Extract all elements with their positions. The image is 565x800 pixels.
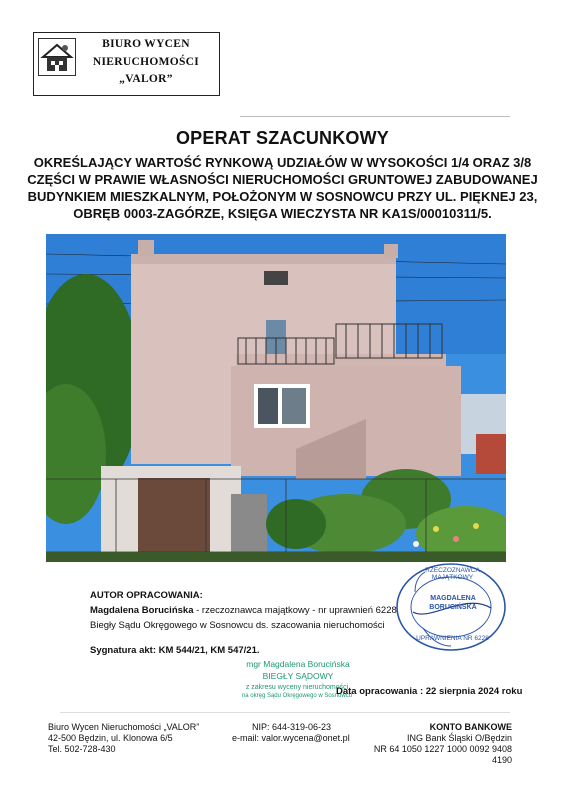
subtitle-line-4: OBRĘB 0003-ZAGÓRZE, KSIĘGA WIECZYSTA NR KA1S/00010311/5. bbox=[73, 206, 492, 221]
stamp-center-1: MAGDALENA bbox=[430, 595, 476, 602]
footer-divider bbox=[60, 712, 510, 713]
header-divider bbox=[240, 116, 510, 117]
court-stamp-line4: na okręg Sądu Okręgowego w Sosnowcu bbox=[241, 693, 353, 699]
stamp-top-arc: RZECZOZNAWCA MAJĄTKOWY bbox=[425, 567, 480, 581]
subtitle-line-2: CZĘŚCI W PRAWIE WŁASNOŚCI NIERUCHOMOŚCI GRUNTOWEJ ZABUDOWANEJ bbox=[27, 172, 538, 187]
footer-bank-name: ING Bank Śląski O/Będzin bbox=[406, 733, 512, 743]
subtitle-line-3: BUDYNKIEM MIESZKALNYM, POŁOŻONYM W SOSNOWCU PRZY UL. PIĘKNEJ 23, bbox=[27, 189, 538, 204]
author-heading: AUTOR OPRACOWANIA: bbox=[90, 590, 203, 601]
author-line bbox=[90, 605, 420, 616]
case-signature: Sygnatura akt: KM 544/21, KM 547/21. bbox=[90, 645, 260, 656]
document-title: OPERAT SZACUNKOWY bbox=[175, 128, 390, 148]
footer-left-3: Tel. 502-728-430 bbox=[48, 744, 116, 754]
footer-bank-heading: KONTO BANKOWE bbox=[429, 722, 512, 732]
logo-line-3: „VALOR” bbox=[119, 73, 173, 85]
house-logo-icon bbox=[38, 38, 76, 76]
footer-middle bbox=[232, 722, 350, 744]
footer-email: e-mail: valor.wycena@onet.pl bbox=[232, 733, 350, 743]
author-role: - rzeczoznawca majątkowy - nr uprawnień 6228 bbox=[193, 605, 397, 616]
footer-bank-number: NR 64 1050 1227 1000 0092 9408 4190 bbox=[373, 744, 512, 765]
footer-left-2: 42-500 Będzin, ul. Klonowa 6/5 bbox=[48, 733, 173, 743]
footer-left bbox=[48, 722, 199, 755]
footer-right bbox=[360, 722, 512, 766]
date-text: Data opracowania : 22 sierpnia 2024 roku bbox=[336, 686, 523, 697]
property-photo bbox=[46, 234, 506, 562]
author-name: Magdalena Borucińska bbox=[90, 605, 194, 616]
stamp-bottom-arc: UPRAWNIENIA NR 6228 bbox=[416, 635, 489, 642]
court-stamp-line3: z zakresu wyceny nieruchomości bbox=[245, 684, 349, 691]
footer-nip: NIP: 644-319-06-23 bbox=[252, 722, 332, 732]
logo-line-2: NIERUCHOMOŚCI bbox=[92, 56, 200, 68]
logo-line-1: BIURO WYCEN bbox=[102, 38, 190, 50]
subtitle-line-1: OKREŚLAJĄCY WARTOŚĆ RYNKOWĄ UDZIAŁÓW W WYSOKOŚCI 1/4 ORAZ 3/8 bbox=[33, 155, 532, 170]
stamp-center-2: BORUCIŃSKA bbox=[429, 604, 477, 611]
court-stamp-line2: BIEGŁY SĄDOWY bbox=[262, 671, 334, 681]
footer-left-1: Biuro Wycen Nieruchomości „VALOR” bbox=[48, 722, 200, 732]
author-court: Biegły Sądu Okręgowego w Sosnowcu ds. szacowania nieruchomości bbox=[90, 620, 385, 631]
court-stamp-line1: mgr Magdalena Borucińska bbox=[246, 659, 350, 669]
